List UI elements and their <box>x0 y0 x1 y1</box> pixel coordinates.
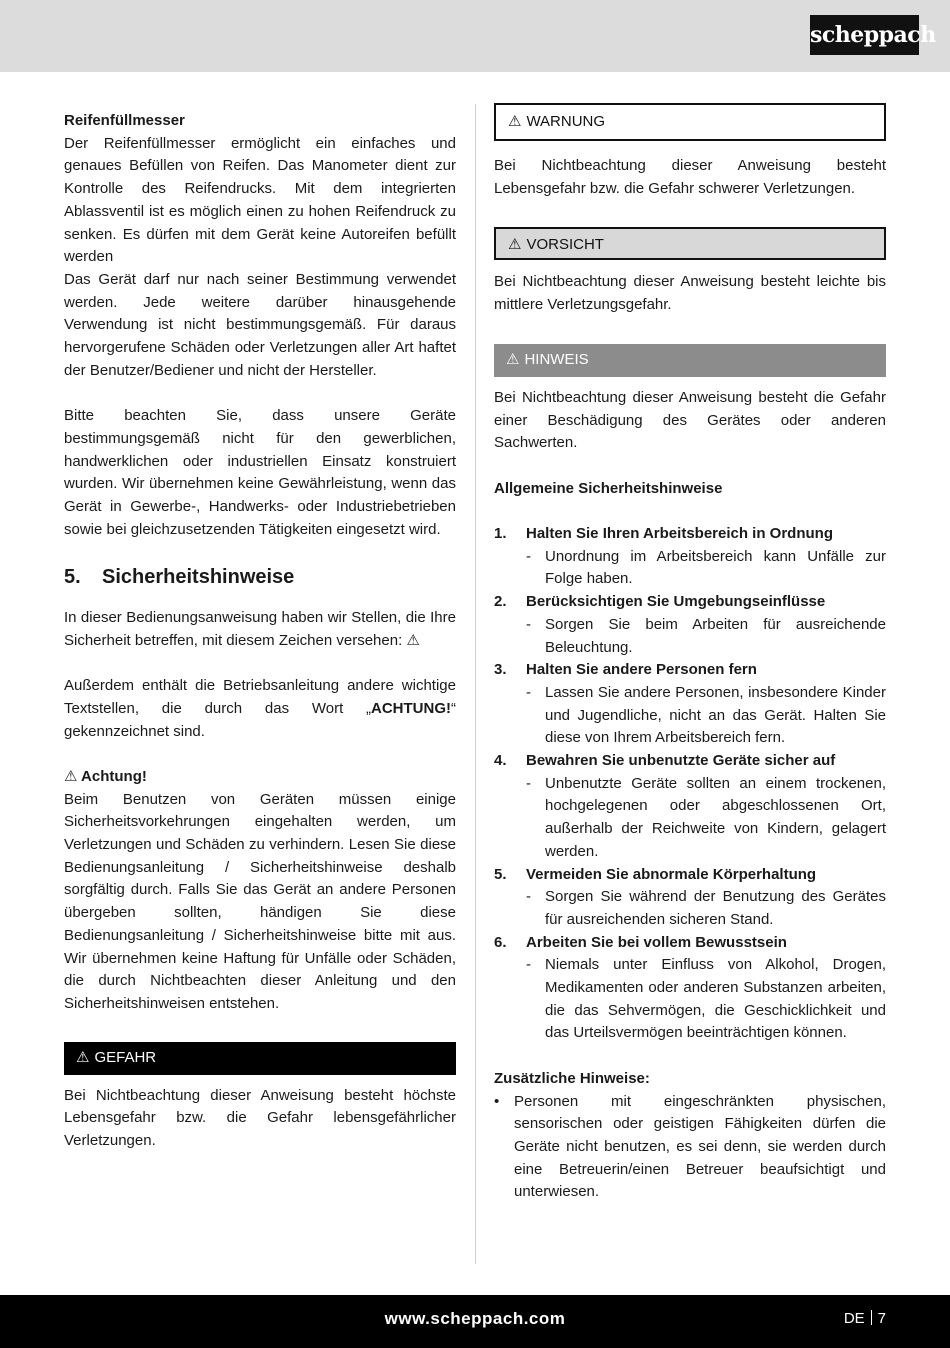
vorsicht-label: VORSICHT <box>526 236 604 254</box>
section-title: Sicherheitshinweise <box>102 566 295 589</box>
warnung-label: WARNUNG <box>526 113 606 130</box>
rule-title: Bewahren Sie unbenutzte Geräte sicher auf <box>526 752 836 770</box>
gewerbe-paragraph: Bitte beachten Sie, dass unsere Geräte bestimmungsgemäß nicht für den gewerblichen, handwerklichen oder industriellen Einsatz konstruiert wurden. Wir übernehmen keine Gewährleistung, wenn das Gerät in Gewerbe-, Handwerks- oder Industriebetrieben sowie bei gleichzusetzenden Tätigkeiten eingesetzt wird. <box>64 407 456 538</box>
vorsicht-paragraph: Bei Nichtbeachtung dieser Anweisung besteht leichte bis mittlere Verletzungsgefahr. <box>494 273 886 314</box>
rule-text: Unordnung im Arbeitsbereich kann Unfälle zur Folge haben. <box>545 547 886 588</box>
zeichen-paragraph: In dieser Bedienungsanweisung haben wir Stellen, die Ihre Sicherheit betreffen, mit diesem Zeichen versehen: ⚠ <box>64 609 456 649</box>
website-link[interactable]: www.scheppach.com <box>384 1309 566 1328</box>
page-number: 7 <box>877 1310 886 1327</box>
achtung-title: ⚠ Achtung! <box>64 767 147 785</box>
brand-logo: scheppach <box>810 15 919 55</box>
warning-triangle-icon: ⚠ <box>508 236 522 254</box>
rule-text: Lassen Sie andere Personen, insbesondere Kinder und Jugendliche, nicht an das Gerät. Halten Sie diese von Ihrem Arbeitsbereich fern. <box>545 683 886 747</box>
zusatz-bullet-item: • Personen mit eingeschränkten physischen, sensorischen oder geistigen Fähigkeiten dürfen die Geräte nicht benutzen, es sei denn, sie werden durch eine Betreuerin/einen Betreuer beaufsichtigt und unterwiesen. <box>494 1091 886 1205</box>
page-footer <box>0 1295 950 1348</box>
list-item: 5. Vermeiden Sie abnormale Körperhaltung - Sorgen Sie während der Benutzung des Gerätes für ausreichenden sicheren Stand. <box>494 864 886 932</box>
list-item: 3. Halten Sie andere Personen fern - Lassen Sie andere Personen, insbesondere Kinder und Jugendliche, nicht an das Gerät. Halten Sie diese von Ihrem Arbeitsbereich fern. <box>494 659 886 750</box>
achtung-word: ACHTUNG! <box>371 699 451 717</box>
rule-title: Halten Sie Ihren Arbeitsbereich in Ordnung <box>526 525 833 542</box>
right-column <box>494 103 886 1204</box>
allgemeine-title: Allgemeine Sicherheitshinweise <box>494 479 723 497</box>
page-header <box>0 0 950 72</box>
zusatz-title: Zusätzliche Hinweise: <box>494 1069 650 1087</box>
hinweis-box <box>494 344 886 377</box>
list-item: 2. Berücksichtigen Sie Umgebungseinflüsse - Sorgen Sie beim Arbeiten für ausreichende Beleuchtung. <box>494 591 886 659</box>
achtung-paragraph: Beim Benutzen von Geräten müssen einige Sicherheitsvorkehrungen eingehalten werden, um Verletzungen und Schäden zu verhindern. Lesen Sie diese Bedienungsanleitung / Sicherheitshinweise deshalb sorgfältig durch. Falls Sie das Gerät an andere Personen übergeben sollten, händigen Sie diese Bedienungsanleitung / Sicherheitshinweise bitte mit aus. Wir übernehmen keine Haftung für Unfälle oder Schäden, die durch Nichtbeachten dieser Anleitung und den Sicherheitshinweisen entstehen. <box>64 790 456 1012</box>
list-item: 4. Bewahren Sie unbenutzte Geräte sicher auf - Unbenutzte Geräte sollten an einem trockenen, hochgelegenen oder abgeschlossenen Ort, außerhalb der Reichweite von Kindern, gelagert werden. <box>494 750 886 864</box>
warning-triangle-icon: ⚠ <box>506 350 520 368</box>
left-column <box>64 110 456 1153</box>
gefahr-box <box>64 1042 456 1075</box>
warnung-paragraph: Bei Nichtbeachtung dieser Anweisung besteht Lebensgefahr bzw. die Gefahr schwerer Verletzungen. <box>494 157 886 197</box>
hinweis-paragraph: Bei Nichtbeachtung dieser Anweisung besteht die Gefahr einer Beschädigung des Gerätes oder anderen Sachwerten. <box>494 388 886 452</box>
page-indicator <box>844 1295 886 1343</box>
warning-triangle-icon: ⚠ <box>76 1048 90 1066</box>
rule-text: Unbenutzte Geräte sollten an einem trockenen, hochgelegenen oder abgeschlossenen Ort, außerhalb der Reichweite von Kindern, gelagert werden. <box>545 774 886 860</box>
column-divider <box>475 104 476 1264</box>
list-item: 1. Halten Sie Ihren Arbeitsbereich in Ordnung - Unordnung im Arbeitsbereich kann Unfälle zur Folge haben. <box>494 523 886 591</box>
gefahr-paragraph: Bei Nichtbeachtung dieser Anweisung besteht höchste Lebensgefahr bzw. die Gefahr lebensgefährlicher Verletzungen. <box>64 1086 456 1150</box>
rule-title: Berücksichtigen Sie Umgebungseinflüsse <box>526 593 826 611</box>
section-heading <box>64 566 456 589</box>
rule-text: Sorgen Sie während der Benutzung des Gerätes für ausreichenden sicheren Stand. <box>545 888 886 928</box>
language-code: DE <box>843 1310 865 1327</box>
safety-rules-list <box>494 523 886 1045</box>
reifen-paragraph: Der Reifenfüllmesser ermöglicht ein einfaches und genaues Befüllen von Reifen. Das Manometer dient zur Kontrolle des Reifendrucks. Mit dem integrierten Ablassventil ist es möglich einen zu hohen Reifendruck zu senken. Es dürfen mit dem Gerät keine Autoreifen befüllt werden <box>64 134 456 266</box>
rule-title: Arbeiten Sie bei vollem Bewusstsein <box>526 933 787 951</box>
hinweis-label: HINWEIS <box>524 350 589 368</box>
achtung-word-paragraph: Außerdem enthält die Betriebsanleitung andere wichtige Textstellen, die durch das Wort „ACHTUNG!“ gekennzeichnet sind. <box>64 677 456 740</box>
bestimmung-paragraph: Das Gerät darf nur nach seiner Bestimmung verwendet werden. Jede weitere darüber hinausgehende Verwendung ist nicht bestimmungsgemäß. Für daraus hervorgerufene Schäden oder Verletzungen aller Art haftet der Benutzer/Bediener und nicht der Hersteller. <box>64 270 456 379</box>
vorsicht-box <box>494 227 886 260</box>
rule-title: Halten Sie andere Personen fern <box>526 661 757 679</box>
reifen-title: Reifenfüllmesser <box>64 112 185 129</box>
section-number: 5. <box>64 566 81 589</box>
rule-title: Vermeiden Sie abnormale Körperhaltung <box>526 865 817 883</box>
gefahr-label: GEFAHR <box>94 1048 157 1066</box>
warning-triangle-icon: ⚠ <box>508 113 522 130</box>
rule-text: Sorgen Sie beim Arbeiten für ausreichende Beleuchtung. <box>545 615 886 656</box>
warnung-box <box>494 103 886 141</box>
rule-text: Niemals unter Einfluss von Alkohol, Drogen, Medikamenten oder anderen Substanzen arbeiten, die das Sehvermögen, die Geschicklichkeit und das Urteilsvermögen beeinträchtigen können. <box>545 956 886 1042</box>
list-item: 6. Arbeiten Sie bei vollem Bewusstsein - Niemals unter Einfluss von Alkohol, Drogen, Medikamenten oder anderen Substanzen arbeiten, die das Sehvermögen, die Geschicklichkeit und das Urteilsvermögen beeinträchtigen können. <box>494 932 886 1046</box>
zusatz-text: Personen mit eingeschränkten physischen, sensorischen oder geistigen Fähigkeiten dürfen die Geräte nicht benutzen, es sei denn, sie werden durch eine Betreuerin/einen Betreuer beaufsichtigt und unterwiesen. <box>514 1092 886 1201</box>
